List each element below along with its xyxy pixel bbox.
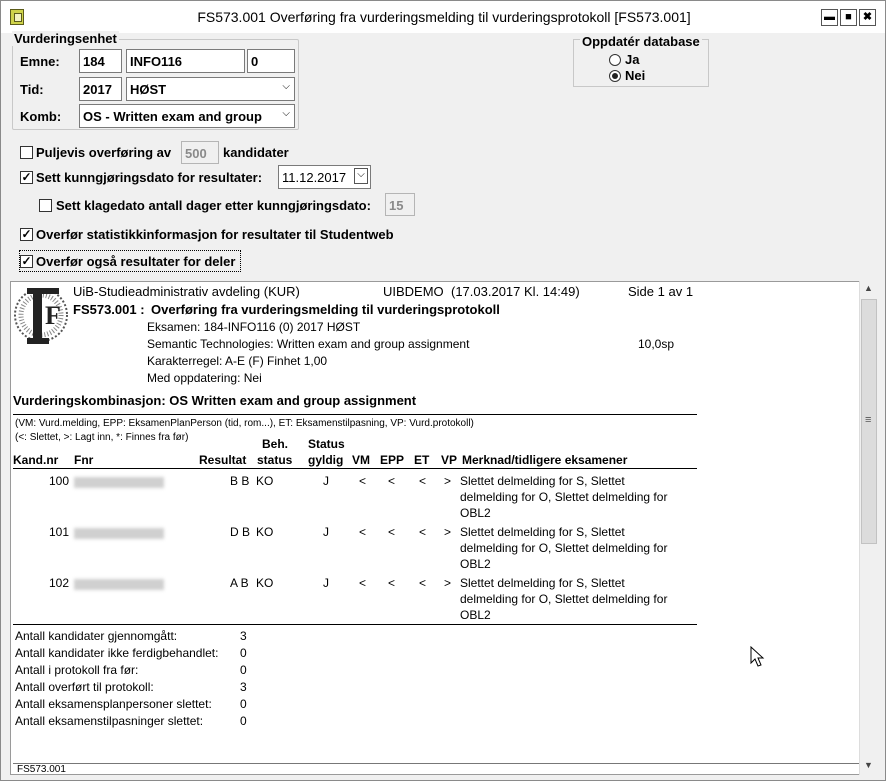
puljevis-label: Puljevis overføring av [36, 145, 172, 160]
tid-year-input[interactable]: 2017 [79, 77, 122, 101]
row-et: < [419, 576, 427, 590]
summary-value: 0 [240, 697, 247, 711]
report-org: UiB-Studieadministrativ avdeling (KUR) [73, 284, 300, 299]
col-kandnr: Kand.nr [13, 453, 59, 467]
summary-value: 0 [240, 714, 247, 728]
report-legend1: (VM: Vurd.melding, EPP: EksamenPlanPerson (tid, rom...), ET: Eksamenstilpasning, VP: Vurd.protokoll) [15, 418, 474, 429]
minimize-button[interactable]: ▬ [821, 9, 838, 26]
col-et: ET [414, 453, 430, 467]
col-epp: EPP [380, 453, 405, 467]
klage-label: Sett klagedato antall dager etter kunngjøringsdato: [56, 198, 371, 213]
summary-value: 0 [240, 663, 247, 677]
kunngj-checkbox[interactable]: ✓ [21, 170, 32, 184]
row-beh: KO [256, 474, 274, 488]
report-code: FS573.001 : [73, 302, 145, 317]
tid-label: Tid: [20, 82, 44, 97]
emne-kode-input[interactable]: INFO116 [126, 49, 245, 73]
summary-value: 0 [240, 646, 247, 660]
col-vm: VM [352, 453, 370, 467]
deler-checkbox[interactable]: ✓ [21, 254, 32, 268]
puljevis-count-input[interactable]: 500 [181, 141, 219, 164]
row-merknad: delmelding for O, Slettet delmelding for [460, 490, 668, 504]
row-vp: > [444, 525, 452, 539]
klage-checkbox[interactable] [39, 199, 52, 212]
scroll-down-icon[interactable]: ▼ [864, 760, 873, 770]
emne-institusjon-input[interactable]: 184 [79, 49, 122, 73]
report-legend2: (<: Slettet, >: Lagt inn, *: Finnes fra før) [15, 432, 189, 443]
kunngj-date-picker[interactable] [278, 165, 371, 189]
report-credits: 10,0sp [638, 337, 675, 351]
report-karakterregel: Karakterregel: A-E (F) Finhet 1,00 [147, 354, 328, 368]
close-button[interactable]: ✖ [859, 9, 876, 26]
summary-label: Antall kandidater ikke ferdigbehandlet: [15, 646, 219, 660]
row-kandnr: 100 [49, 474, 70, 488]
chevron-down-icon[interactable]: ⌵ [354, 168, 368, 184]
row-vm: < [359, 474, 367, 488]
row-resultat: B B [230, 474, 250, 488]
window-title: FS573.001 Overføring fra vurderingsmelding til vurderingsprotokoll [FS573.001] [197, 9, 691, 25]
report-heading: Overføring fra vurderingsmelding til vurderingsprotokoll [151, 302, 500, 317]
divider [13, 414, 697, 415]
summary-label: Antall i protokoll fra før: [15, 663, 139, 677]
klage-days-input[interactable]: 15 [385, 193, 415, 216]
report-footer: FS573.001 [17, 764, 66, 775]
row-merknad: delmelding for O, Slettet delmelding for [460, 541, 668, 555]
divider [13, 624, 697, 625]
report-preview[interactable] [10, 281, 878, 775]
vurderingsenhet-label: Vurderingsenhet [14, 31, 117, 46]
radio-nei[interactable] [609, 70, 621, 82]
radio-ja-label: Ja [625, 52, 640, 67]
row-kandnr: 101 [49, 525, 70, 539]
row-vm: < [359, 525, 367, 539]
radio-nei-label: Nei [625, 68, 646, 83]
summary-label: Antall eksamenstilpasninger slettet: [15, 714, 204, 728]
row-beh: KO [256, 525, 274, 539]
row-resultat: D B [230, 525, 251, 539]
fnr-redacted [74, 528, 164, 539]
chevron-down-icon[interactable]: ⌵ [282, 108, 290, 119]
kunngj-label: Sett kunngjøringsdato for resultater: [36, 170, 263, 185]
vertical-scrollbar[interactable] [859, 281, 878, 775]
col-resultat: Resultat [199, 453, 247, 467]
tid-term-dropdown[interactable] [126, 77, 295, 101]
puljevis-suffix: kandidater [223, 145, 289, 160]
summary-value: 3 [240, 629, 247, 643]
maximize-button[interactable]: ■ [840, 9, 857, 26]
row-vp: > [444, 474, 452, 488]
report-kombinasjon: Vurderingskombinasjon: OS Written exam and group assignment [13, 393, 417, 408]
row-merknad: Slettet delmelding for S, Slettet [460, 576, 625, 590]
col-status-1: Status [308, 437, 345, 451]
col-merknad: Merknad/tidligere eksamener [462, 453, 628, 467]
chevron-down-icon[interactable]: ⌵ [282, 81, 290, 92]
deler-label: Overfør også resultater for deler [36, 254, 236, 269]
radio-ja[interactable] [609, 54, 621, 66]
report-db: UIBDEMO [383, 284, 444, 299]
row-kandnr: 102 [49, 576, 70, 590]
report-oppdatering: Med oppdatering: Nei [147, 371, 262, 385]
statistikk-label: Overfør statistikkinformasjon for resultater til Studentweb [36, 227, 394, 242]
summary-label: Antall overført til protokoll: [15, 680, 154, 694]
col-fnr: Fnr [74, 453, 94, 467]
row-et: < [419, 525, 427, 539]
row-beh: KO [256, 576, 274, 590]
row-vp: > [444, 576, 452, 590]
puljevis-checkbox[interactable] [20, 146, 33, 159]
footer-divider [13, 763, 859, 764]
row-merknad: Slettet delmelding for S, Slettet [460, 525, 625, 539]
report-eksamen: Eksamen: 184-INFO116 (0) 2017 HØST [147, 320, 361, 334]
row-et: < [419, 474, 427, 488]
fnr-redacted [74, 579, 164, 590]
komb-dropdown[interactable] [79, 104, 295, 128]
logo-letter: F [45, 301, 61, 330]
fnr-redacted [74, 477, 164, 488]
emne-label: Emne: [20, 54, 60, 69]
row-epp: < [388, 474, 396, 488]
report-datetime: (17.03.2017 Kl. 14:49) [451, 284, 580, 299]
kunngj-date-value: 11.12.2017 [282, 170, 347, 185]
mouse-pointer-icon [750, 646, 766, 670]
scrollbar-thumb[interactable] [861, 299, 877, 544]
grip-icon: ≡ [865, 414, 872, 426]
row-merknad: OBL2 [460, 608, 491, 622]
report-page: Side 1 av 1 [628, 284, 694, 299]
row-merknad: OBL2 [460, 506, 491, 520]
row-gyldig: J [323, 576, 329, 590]
scroll-up-icon[interactable]: ▲ [864, 283, 873, 293]
divider [13, 468, 697, 469]
row-gyldig: J [323, 474, 329, 488]
row-resultat: A B [230, 576, 249, 590]
row-vm: < [359, 576, 367, 590]
summary-label: Antall eksamensplanpersoner slettet: [15, 697, 212, 711]
fs-logo [13, 284, 73, 346]
statistikk-checkbox[interactable]: ✓ [21, 227, 32, 241]
komb-label: Komb: [20, 109, 62, 124]
row-merknad: Slettet delmelding for S, Slettet [460, 474, 625, 488]
row-merknad: OBL2 [460, 557, 491, 571]
col-beh-1: Beh. [262, 437, 289, 451]
report-emnenavn: Semantic Technologies: Written exam and group assignment [147, 337, 470, 351]
oppdater-database-label: Oppdatér database [582, 34, 700, 49]
title-bar[interactable] [1, 1, 885, 33]
row-merknad: delmelding for O, Slettet delmelding for [460, 592, 668, 606]
emne-versjon-input[interactable]: 0 [247, 49, 295, 73]
summary-value: 3 [240, 680, 247, 694]
summary-label: Antall kandidater gjennomgått: [15, 629, 178, 643]
col-vp: VP [441, 453, 458, 467]
row-gyldig: J [323, 525, 329, 539]
komb-value: OS - Written exam and group [83, 109, 262, 124]
row-epp: < [388, 525, 396, 539]
col-beh-2: status [257, 453, 293, 467]
tid-term-value: HØST [130, 82, 167, 97]
col-status-2: gyldig [308, 453, 344, 467]
row-epp: < [388, 576, 396, 590]
